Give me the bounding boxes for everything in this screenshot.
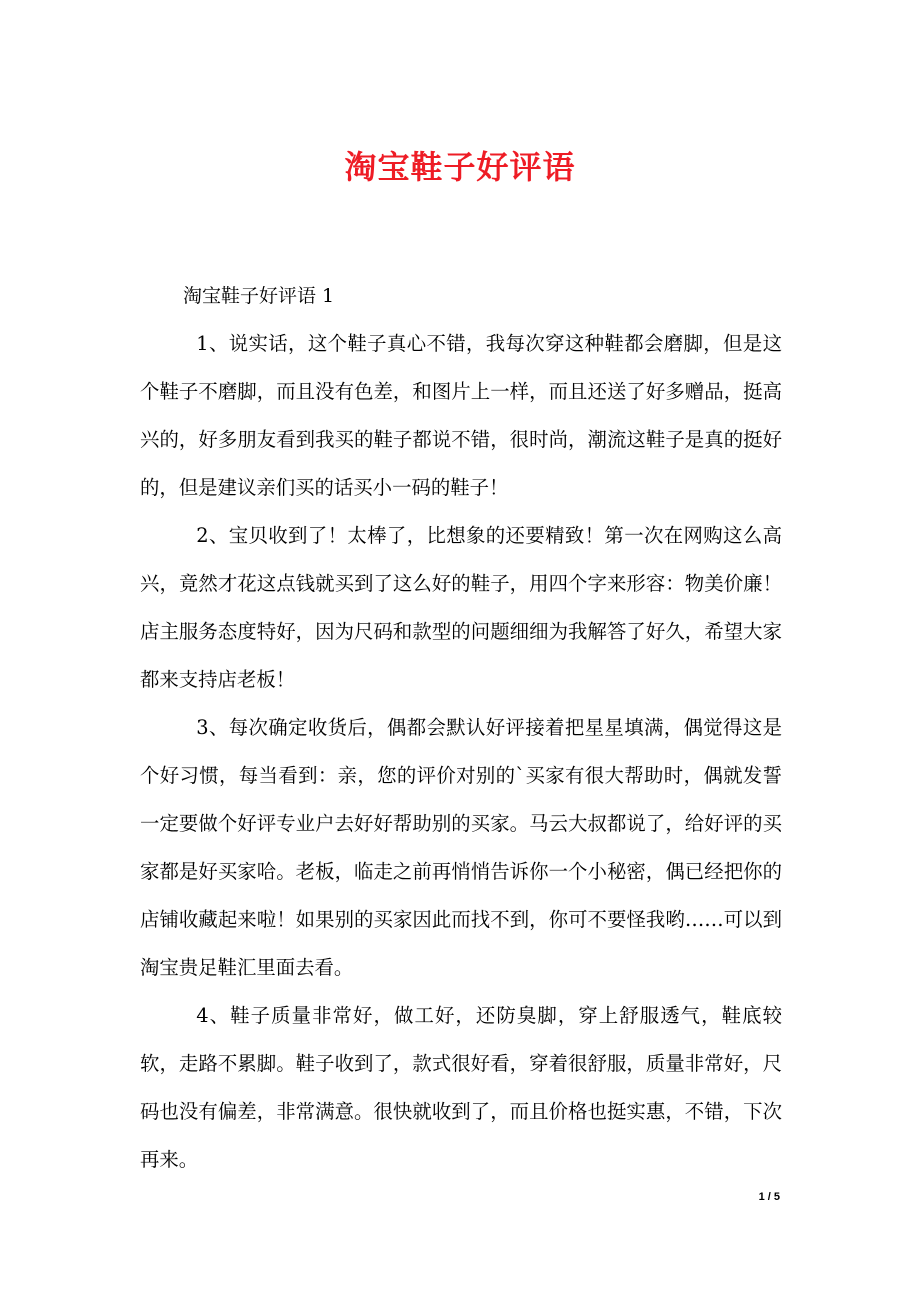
paragraph-4: 4、鞋子质量非常好，做工好，还防臭脚，穿上舒服透气，鞋底较软，走路不累脚。鞋子收到了，款式很好看，穿着很舒服，质量非常好，尺码也没有偏差，非常满意。很快就收到了，而且价格也挺实惠，不错，下次再来。: [140, 1004, 782, 1171]
paragraph-1: 1、说实话，这个鞋子真心不错，我每次穿这种鞋都会磨脚，但是这个鞋子不磨脚，而且没有色差，和图片上一样，而且还送了好多赠品，挺高兴的，好多朋友看到我买的鞋子都说不错，很时尚，潮流这鞋子是真的挺好的，但是建议亲们买的话买小一码的鞋子！: [140, 332, 782, 499]
document-title: 淘宝鞋子好评语: [344, 148, 576, 186]
paragraph-2: 2、宝贝收到了！太棒了，比想象的还要精致！第一次在网购这么高兴，竟然才花这点钱就买到了这么好的鞋子，用四个字来形容：物美价廉！店主服务态度特好，因为尺码和款型的问题细细为我解答了好久，希望大家都来支持店老板！: [140, 524, 782, 691]
page-number: 1 / 5: [758, 1191, 780, 1203]
section-heading: 淘宝鞋子好评语 1: [183, 285, 335, 307]
document-body: [140, 320, 782, 1184]
paragraph-3: 3、每次确定收货后，偶都会默认好评接着把星星填满，偶觉得这是个好习惯，每当看到：亲，您的评价对别的`买家有很大帮助时，偶就发誓一定要做个好评专业户去好好帮助别的买家。马云大叔都说了，给好评的买家都是好买家哈。老板，临走之前再悄悄告诉你一个小秘密，偶已经把你的店铺收藏起来啦！如果别的买家因此而找不到，你可不要怪我哟……可以到淘宝贵足鞋汇里面去看。: [140, 716, 782, 979]
